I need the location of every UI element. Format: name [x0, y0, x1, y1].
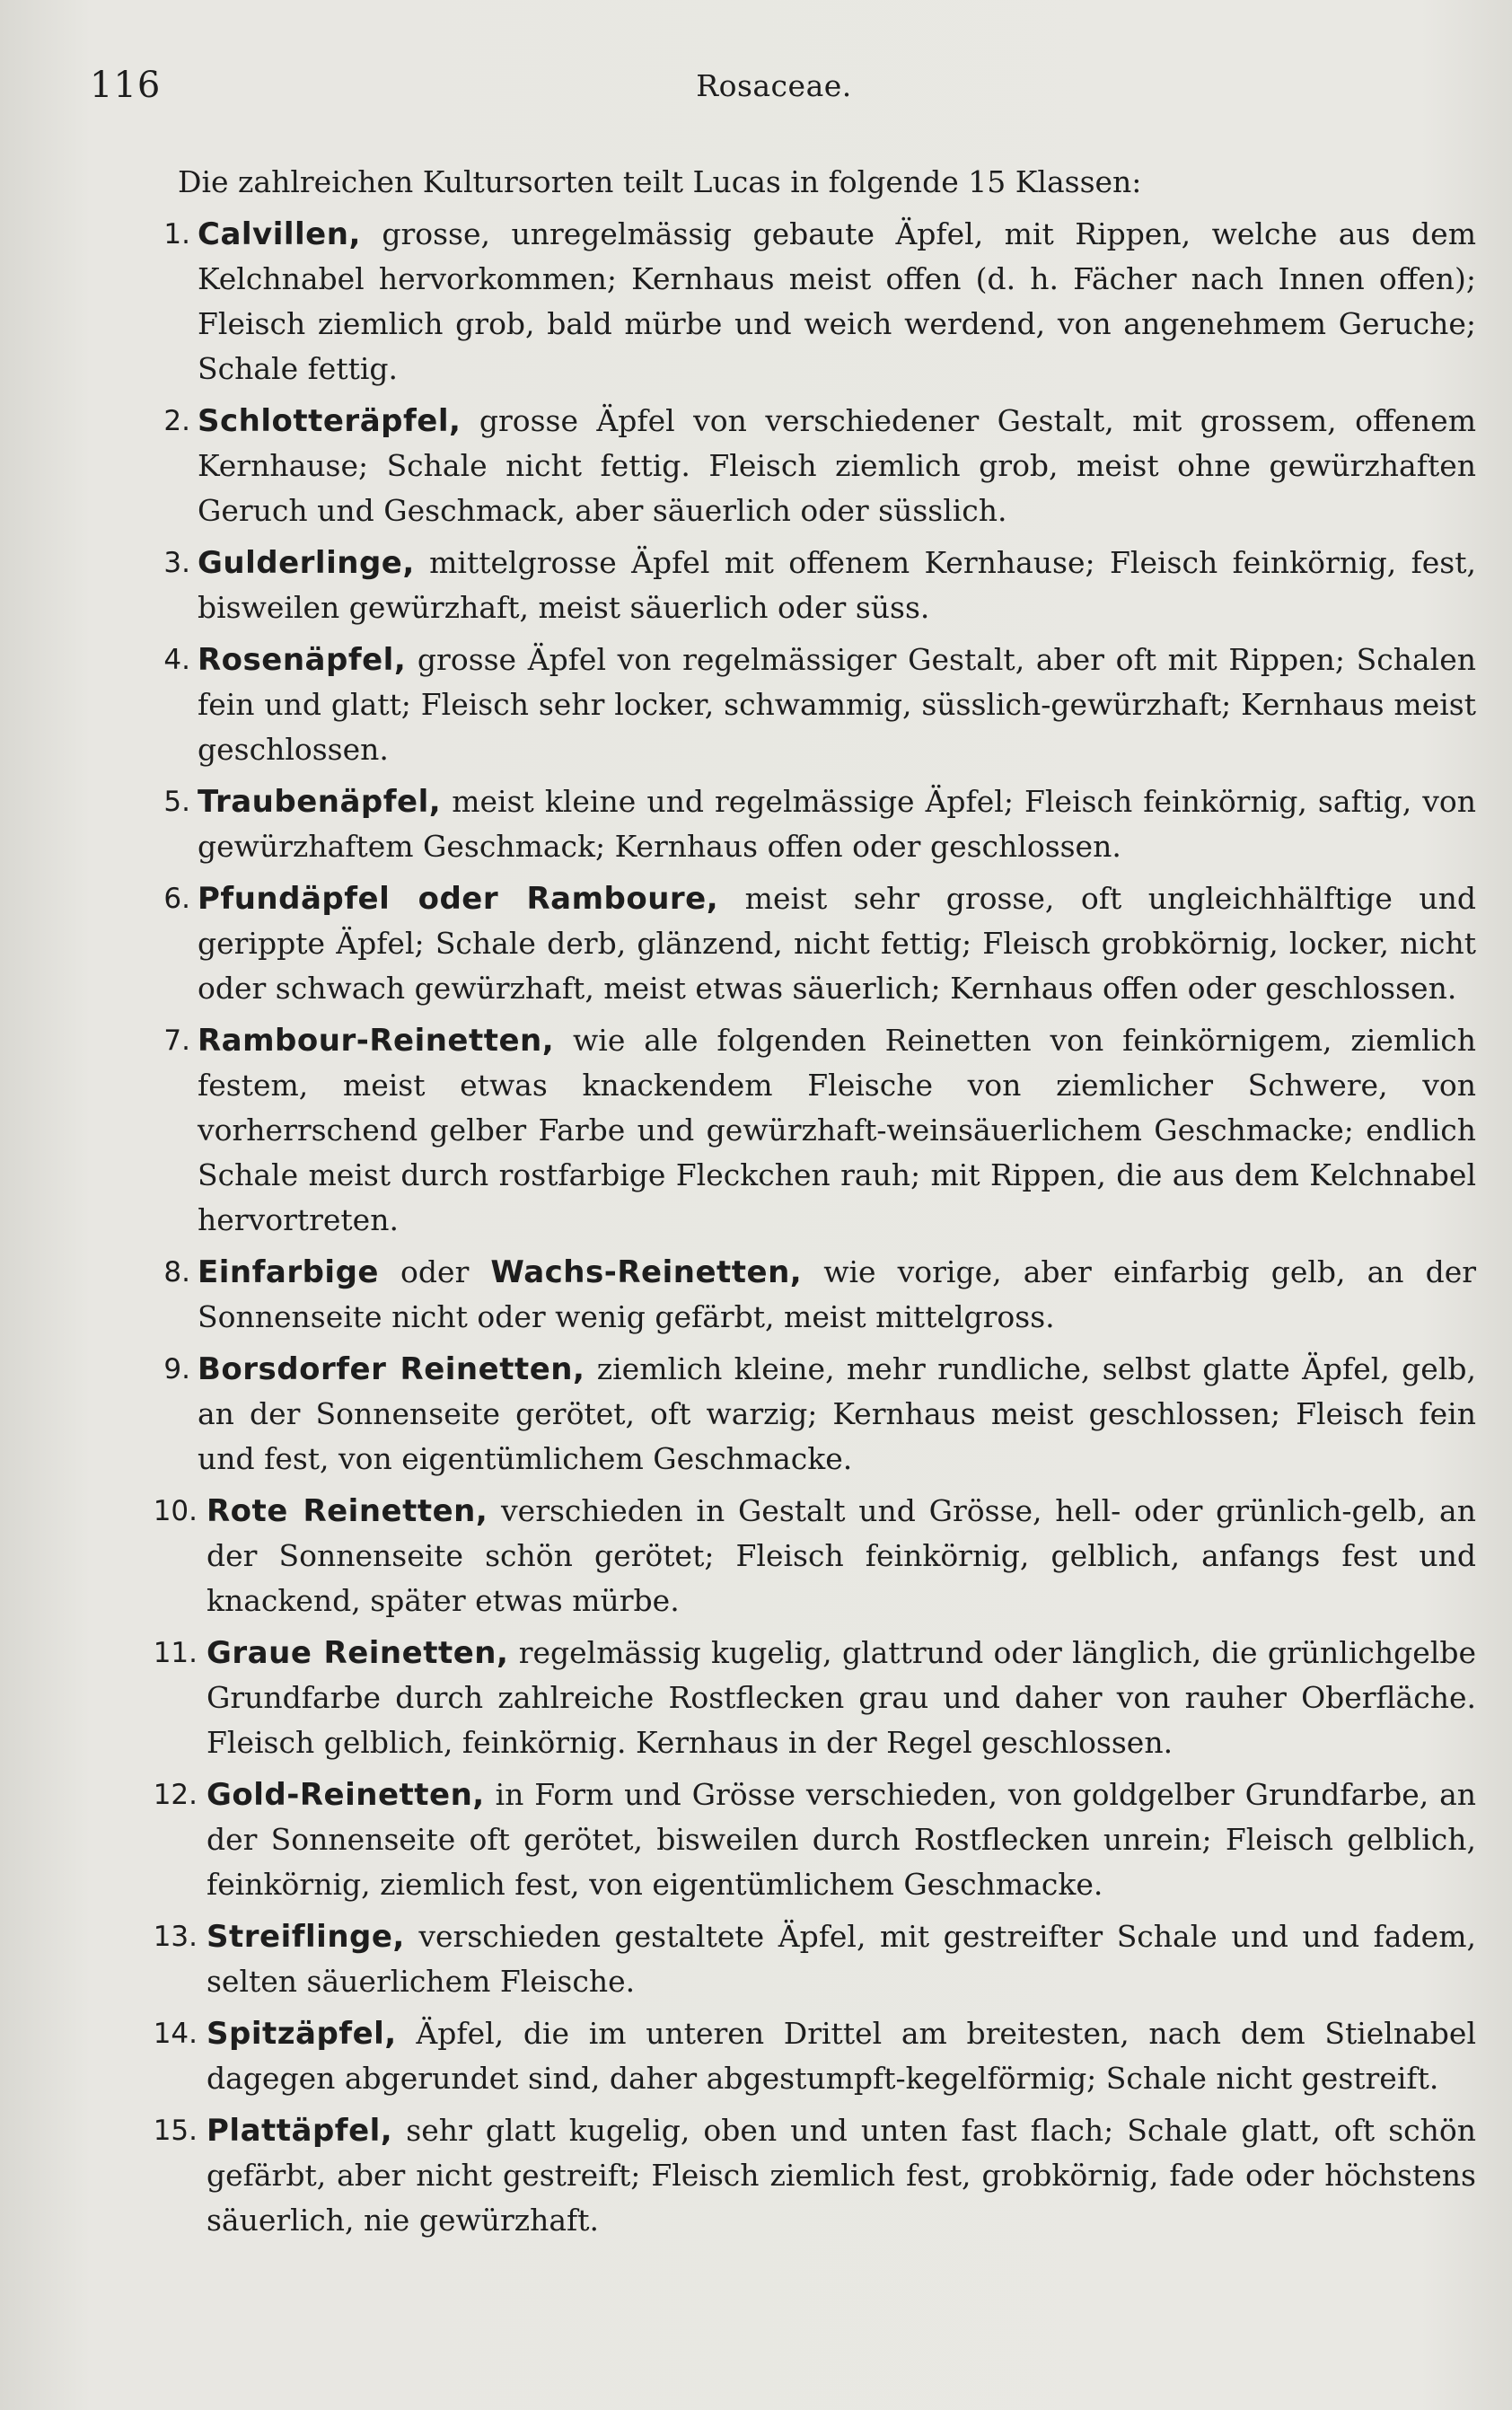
entry-number: 1.: [163, 218, 190, 251]
class-name: Pfundäpfel oder Ramboure,: [198, 881, 719, 917]
class-entry-6: [151, 876, 1476, 1011]
class-name: Graue Reinetten,: [207, 1635, 509, 1671]
class-entry-9: [151, 1347, 1476, 1482]
class-name: Rambour-Reinetten,: [198, 1023, 555, 1059]
class-description: grosse Äpfel von regelmässiger Gestalt, aber oft mit Rippen; Schalen fein und glatt; Fleisch sehr locker, schwammig, süsslich-gewürzhaft; Kernhaus meist geschlossen.: [198, 642, 1476, 767]
entry-number: 10.: [153, 1495, 198, 1527]
class-description: Äpfel, die im unteren Drittel am breitesten, nach dem Stielnabel dagegen abgerundet sind, daher abgestumpft-kegelförmig; Schale nicht gestreift.: [207, 2016, 1476, 2096]
class-name: Gulderlinge,: [198, 545, 415, 581]
entry-number: 4.: [163, 644, 190, 676]
class-entry-14: [151, 2011, 1476, 2101]
class-name: Gold-Reinetten,: [207, 1777, 485, 1813]
class-description: grosse, unregelmässig gebaute Äpfel, mit Rippen, welche aus dem Kelchnabel hervorkommen; Kernhaus meist offen (d. h. Fächer nach Innen offen); Fleisch ziemlich grob, bald mürbe und weich werdend, von angenehmem Geruche; Schale fettig.: [198, 216, 1476, 386]
entry-number: 14.: [153, 2018, 198, 2050]
entry-number: 11.: [153, 1637, 198, 1669]
class-entry-15: [151, 2108, 1476, 2243]
class-entry-5: [151, 779, 1476, 869]
page-header: [90, 65, 1458, 110]
entry-number: 13.: [153, 1921, 198, 1953]
entry-number: 6.: [163, 883, 190, 915]
class-name: Rosenäpfel,: [198, 642, 407, 678]
class-entry-11: [151, 1631, 1476, 1765]
entry-number: 8.: [163, 1256, 190, 1289]
class-description: wie alle folgenden Reinetten von feinkörnigem, ziemlich festem, meist etwas knackendem Fleische von ziemlicher Schwere, von vorherrschend gelber Farbe und gewürzhaft-weinsäuerlichem Geschmacke; endlich Schale meist durch rostfarbige Fleckchen rauh; mit Rippen, die aus dem Kelchnabel hervortreten.: [198, 1023, 1476, 1237]
class-entry-12: [151, 1772, 1476, 1907]
class-name: Schlotteräpfel,: [198, 403, 462, 439]
entry-number: 7.: [163, 1025, 190, 1057]
class-description: grosse Äpfel von verschiedener Gestalt, mit grossem, offenem Kernhause; Schale nicht fettig. Fleisch ziemlich grob, meist ohne gewürzhaften Geruch und Geschmack, aber säuerlich oder süsslich.: [198, 403, 1476, 528]
class-entry-3: [151, 541, 1476, 630]
class-description: in Form und Grösse verschieden, von goldgelber Grundfarbe, an der Sonnenseite oft gerötet, bisweilen durch Rostflecken unrein; Fleisch gelblich, feinkörnig, ziemlich fest, von eigentümlichem Geschmacke.: [207, 1777, 1476, 1902]
class-entry-13: [151, 1914, 1476, 2004]
entry-number: 2.: [163, 405, 190, 437]
class-name: Streiflinge,: [207, 1919, 405, 1955]
class-name: Einfarbige: [198, 1254, 379, 1290]
class-entry-8: [151, 1250, 1476, 1340]
class-name: Borsdorfer Reinetten,: [198, 1351, 585, 1387]
class-name: Calvillen,: [198, 216, 361, 252]
class-description: verschieden gestaltete Äpfel, mit gestreifter Schale und und fadem, selten säuerlichem Fleische.: [207, 1919, 1476, 1999]
class-description: sehr glatt kugelig, oben und unten fast flach; Schale glatt, oft schön gefärbt, aber nicht gestreift; Fleisch ziemlich fest, grobkörnig, fade oder höchstens säuerlich, nie gewürzhaft.: [207, 2113, 1476, 2238]
class-description: wie vorige, aber einfarbig gelb, an der Sonnenseite nicht oder wenig gefärbt, meist mittelgross.: [198, 1254, 1477, 1334]
class-entry-1: [151, 212, 1476, 391]
intro-paragraph: Die zahlreichen Kultursorten teilt Lucas in folgende 15 Klassen:: [178, 164, 1142, 199]
class-name: Spitzäpfel,: [207, 2016, 397, 2052]
entry-number: 5.: [163, 786, 190, 818]
page-content: [151, 160, 1476, 2243]
entry-number: 15.: [153, 2115, 198, 2147]
class-entry-4: [151, 638, 1476, 772]
running-title: Rosaceae.: [696, 68, 852, 103]
class-entry-2: [151, 399, 1476, 533]
entry-number: 9.: [163, 1353, 190, 1385]
class-name-connector: oder: [378, 1254, 491, 1289]
entry-number: 12.: [153, 1779, 198, 1811]
class-description: meist kleine und regelmässige Äpfel; Fleisch feinkörnig, saftig, von gewürzhaftem Geschmack; Kernhaus offen oder geschlossen.: [198, 784, 1476, 864]
class-description: ziemlich kleine, mehr rundliche, selbst glatte Äpfel, gelb, an der Sonnenseite gerötet, oft warzig; Kernhaus meist geschlossen; Fleisch fein und fest, von eigentümlichem Geschmacke.: [198, 1351, 1476, 1476]
class-name-alt: Wachs-Reinetten,: [490, 1254, 803, 1290]
class-entry-10: [151, 1489, 1476, 1623]
class-description: meist sehr grosse, oft ungleichhälftige und gerippte Äpfel; Schale derb, glänzend, nicht fettig; Fleisch grobkörnig, locker, nicht oder schwach gewürzhaft, meist etwas säuerlich; Kernhaus offen oder geschlossen.: [198, 881, 1476, 1006]
page-number: 116: [90, 65, 162, 106]
class-description: verschieden in Gestalt und Grösse, hell- oder grünlich-gelb, an der Sonnenseite schön gerötet; Fleisch feinkörnig, gelblich, anfangs fest und knackend, später etwas mürbe.: [207, 1493, 1476, 1618]
class-description: regelmässig kugelig, glattrund oder länglich, die grünlichgelbe Grundfarbe durch zahlreiche Rostflecken grau und daher von rauher Oberfläche. Fleisch gelblich, feinkörnig. Kernhaus in der Regel geschlossen.: [207, 1635, 1476, 1760]
class-name: Rote Reinetten,: [207, 1493, 488, 1529]
class-description: mittelgrosse Äpfel mit offenem Kernhause; Fleisch feinkörnig, fest, bisweilen gewürzhaft, meist säuerlich oder süss.: [198, 545, 1476, 625]
class-name: Traubenäpfel,: [198, 784, 442, 820]
class-name: Plattäpfel,: [207, 2113, 393, 2149]
entry-number: 3.: [163, 547, 190, 579]
class-entry-7: [151, 1018, 1476, 1243]
